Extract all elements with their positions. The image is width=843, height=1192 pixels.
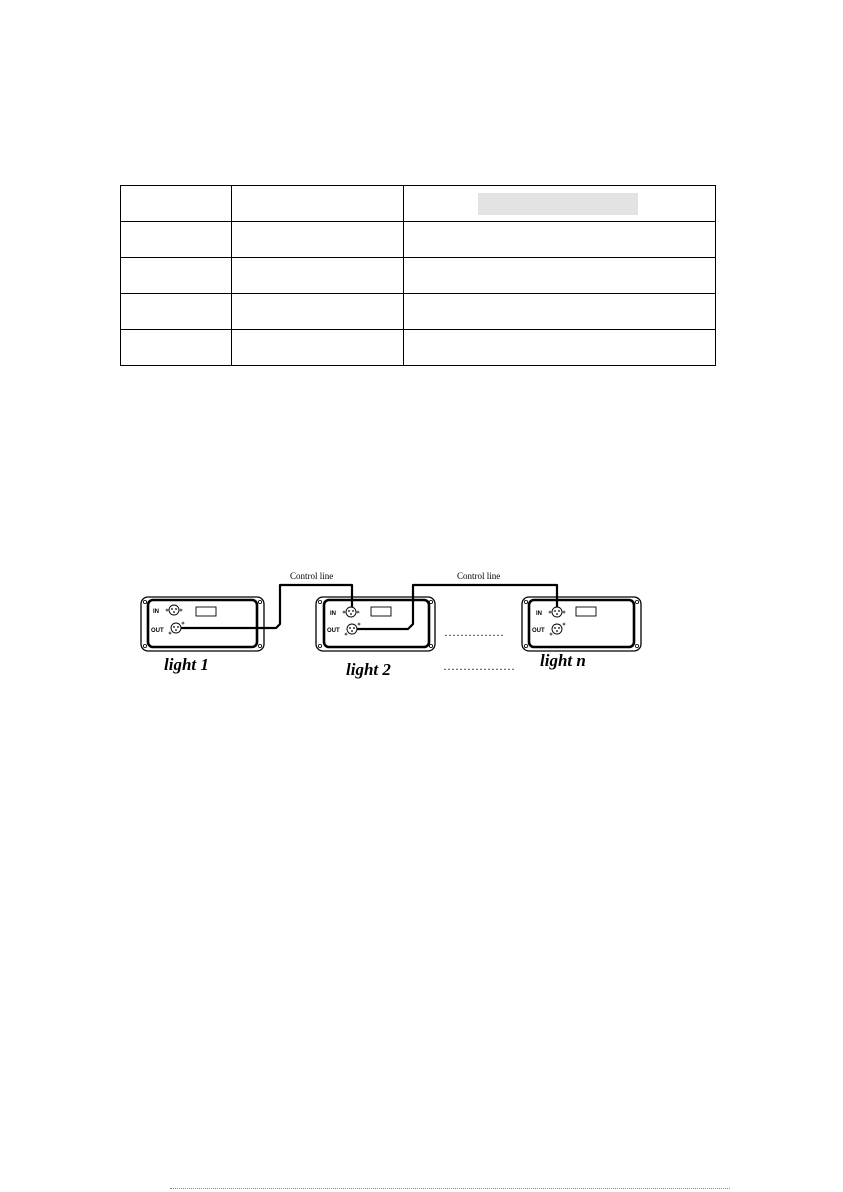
table-row	[121, 258, 716, 294]
light-2-panel	[316, 597, 435, 651]
table-cell	[121, 258, 232, 294]
ellipsis-upper: ……………	[444, 625, 504, 639]
table-cell	[404, 330, 716, 366]
table-cell	[404, 222, 716, 258]
table-cell	[232, 294, 404, 330]
dmx-daisy-chain-diagram	[0, 560, 843, 690]
out-port-label: OUT	[532, 628, 545, 634]
xlr-in-connector-icon	[166, 605, 182, 615]
control-cable-1	[181, 585, 352, 628]
display-window	[196, 607, 216, 616]
xlr-in-connector-icon	[343, 607, 359, 617]
xlr-in-connector-icon	[549, 607, 565, 617]
light-n-label: light n	[540, 651, 586, 670]
table-cell	[121, 222, 232, 258]
table-cell	[404, 294, 716, 330]
display-window	[371, 607, 391, 616]
table-row	[121, 294, 716, 330]
in-port-label: IN	[153, 609, 159, 615]
light-1-label: light 1	[164, 655, 209, 674]
spec-table	[120, 185, 716, 366]
control-line-label: Control line	[457, 571, 501, 581]
table-cell	[121, 294, 232, 330]
table-cell	[121, 186, 232, 222]
xlr-out-connector-icon	[550, 623, 565, 635]
table-cell	[232, 222, 404, 258]
light-n-panel	[522, 597, 641, 651]
table-row	[121, 330, 716, 366]
table-cell	[232, 258, 404, 294]
light-1-panel	[141, 597, 264, 651]
table-cell	[404, 186, 716, 222]
table-cell	[232, 330, 404, 366]
out-port-label: OUT	[327, 628, 340, 634]
table-cell	[121, 330, 232, 366]
out-port-label: OUT	[151, 628, 164, 634]
table-row	[121, 186, 716, 222]
display-window	[576, 607, 596, 616]
control-line-label: Control line	[290, 571, 334, 581]
table-cell	[404, 258, 716, 294]
table-row	[121, 222, 716, 258]
table-cell	[232, 186, 404, 222]
in-port-label: IN	[330, 611, 336, 617]
page-bottom-rule	[170, 1188, 730, 1189]
light-2-label: light 2	[346, 660, 391, 679]
ellipsis-lower: ………………	[443, 659, 515, 673]
in-port-label: IN	[536, 611, 542, 617]
